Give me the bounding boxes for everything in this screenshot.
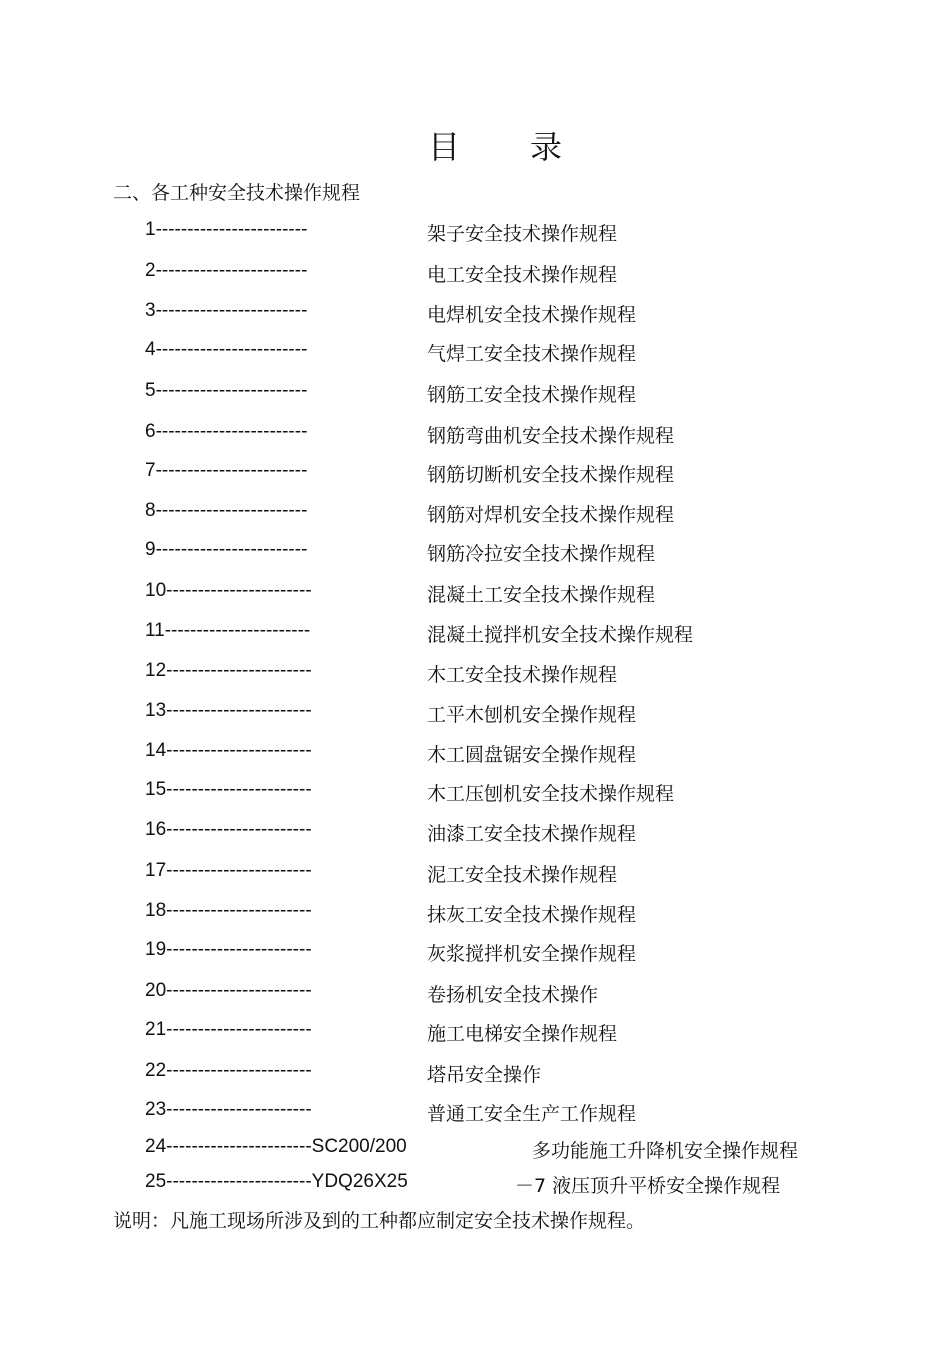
toc-entry-label: 架子安全技术操作规程	[427, 223, 618, 245]
toc-entry	[0, 819, 950, 845]
section-heading: 二、各工种安全技术操作规程	[113, 182, 361, 204]
toc-entry	[0, 219, 950, 245]
toc-entry-number: 5------------------------	[145, 380, 308, 401]
toc-entry-number: 20-----------------------	[145, 980, 312, 1001]
toc-entry-label: 电焊机安全技术操作规程	[427, 304, 637, 326]
toc-entry	[0, 980, 950, 1006]
toc-entry-label: 混凝土搅拌机安全技术操作规程	[427, 624, 694, 646]
toc-entry-number: 10-----------------------	[145, 580, 312, 601]
toc-entry-number: 2------------------------	[145, 260, 308, 281]
toc-entry-number: 25-----------------------YDQ26X25	[145, 1171, 408, 1192]
toc-entry-label: 木工圆盘锯安全操作规程	[427, 744, 637, 766]
toc-entry-number: 16-----------------------	[145, 819, 312, 840]
toc-entry-number: 19-----------------------	[145, 939, 312, 960]
toc-entry-label: 多功能施工升降机安全操作规程	[532, 1140, 799, 1162]
toc-entry-number: 13-----------------------	[145, 700, 312, 721]
title-char-2: 录	[530, 128, 563, 166]
toc-entry-label: 木工压刨机安全技术操作规程	[427, 783, 675, 805]
toc-entry-number: 4------------------------	[145, 339, 308, 360]
toc-entry	[0, 1136, 950, 1162]
toc-entry-label: 钢筋冷拉安全技术操作规程	[427, 543, 656, 565]
toc-entry	[0, 260, 950, 286]
toc-entry-number: 7------------------------	[145, 460, 308, 481]
toc-entry	[0, 939, 950, 965]
toc-entry	[0, 620, 950, 646]
toc-entry-number: 12-----------------------	[145, 660, 312, 681]
toc-entry-number: 17-----------------------	[145, 860, 312, 881]
toc-entry	[0, 339, 950, 365]
toc-entry	[0, 539, 950, 565]
toc-entry	[0, 1060, 950, 1086]
toc-entry-label: 抹灰工安全技术操作规程	[427, 904, 637, 926]
toc-entry	[0, 380, 950, 406]
toc-entry-label: 泥工安全技术操作规程	[427, 864, 618, 886]
title-char-1: 目	[428, 128, 461, 166]
toc-entry	[0, 300, 950, 326]
toc-entry-number: 3------------------------	[145, 300, 308, 321]
toc-entry	[0, 700, 950, 726]
toc-entry-number: 23-----------------------	[145, 1099, 312, 1120]
toc-entry-label: 塔吊安全操作	[427, 1064, 542, 1086]
toc-entry-label: 灰浆搅拌机安全操作规程	[427, 943, 637, 965]
toc-entry-label: 钢筋弯曲机安全技术操作规程	[427, 425, 675, 447]
toc-entry	[0, 1171, 950, 1197]
toc-entry-number: 6------------------------	[145, 421, 308, 442]
toc-entry	[0, 421, 950, 447]
toc-entry	[0, 779, 950, 805]
toc-entry-number: 21-----------------------	[145, 1019, 312, 1040]
toc-entry-number: 18-----------------------	[145, 900, 312, 921]
toc-entry	[0, 460, 950, 486]
toc-entry	[0, 500, 950, 526]
toc-entry-number: 24-----------------------SC200/200	[145, 1136, 407, 1157]
toc-entry-label: 木工安全技术操作规程	[427, 664, 618, 686]
toc-entry	[0, 660, 950, 686]
toc-entry-number: 9------------------------	[145, 539, 308, 560]
toc-entry	[0, 740, 950, 766]
toc-entry-label: 工平木刨机安全操作规程	[427, 704, 637, 726]
footnote: 说明：凡施工现场所涉及到的工种都应制定安全技术操作规程。	[113, 1210, 646, 1232]
toc-entry-number: 1------------------------	[145, 219, 308, 240]
toc-entry-label: 钢筋对焊机安全技术操作规程	[427, 504, 675, 526]
toc-entry-label: 电工安全技术操作规程	[427, 264, 618, 286]
toc-entry-label: 施工电梯安全操作规程	[427, 1023, 618, 1045]
toc-entry	[0, 860, 950, 886]
toc-entry	[0, 580, 950, 606]
toc-entry-label: 钢筋切断机安全技术操作规程	[427, 464, 675, 486]
toc-entry-label: 混凝土工安全技术操作规程	[427, 584, 656, 606]
toc-entry-label: 钢筋工安全技术操作规程	[427, 384, 637, 406]
toc-entry-number: 8------------------------	[145, 500, 308, 521]
toc-entry	[0, 900, 950, 926]
toc-entry	[0, 1099, 950, 1125]
toc-entry-number: 11-----------------------	[145, 620, 311, 641]
toc-entry-number: 14-----------------------	[145, 740, 312, 761]
toc-entry	[0, 1019, 950, 1045]
toc-entry-label: 卷扬机安全技术操作	[427, 984, 599, 1006]
toc-entry-label: 普通工安全生产工作规程	[427, 1103, 637, 1125]
toc-entry-number: 15-----------------------	[145, 779, 312, 800]
toc-entry-label: －7 液压顶升平桥安全操作规程	[515, 1175, 781, 1197]
toc-entry-label: 油漆工安全技术操作规程	[427, 823, 637, 845]
toc-entry-number: 22-----------------------	[145, 1060, 312, 1081]
toc-entry-label: 气焊工安全技术操作规程	[427, 343, 637, 365]
